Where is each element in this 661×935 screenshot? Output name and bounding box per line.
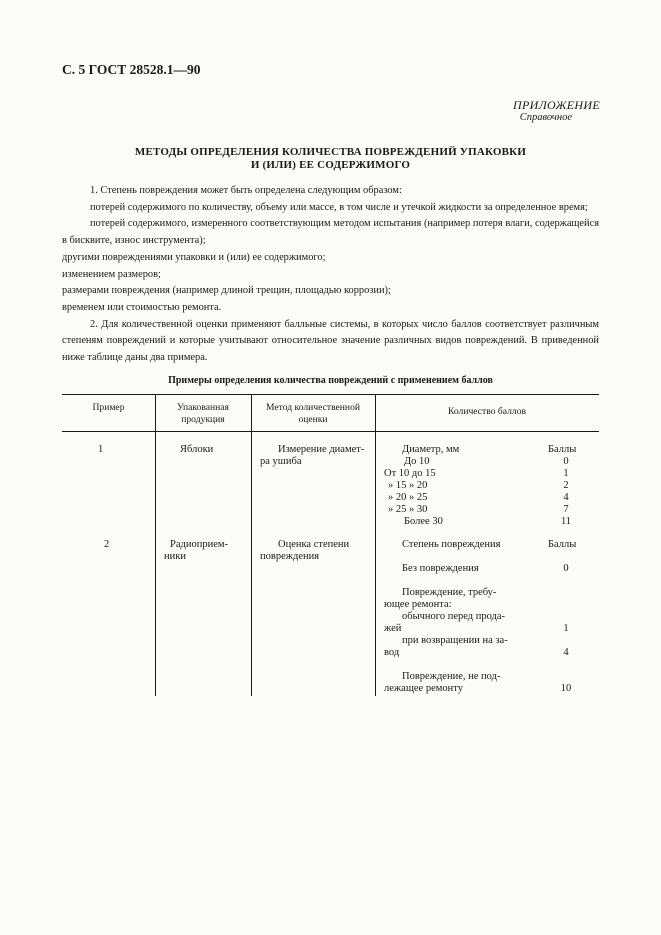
row1-item-label: » 25 » 30 — [388, 504, 428, 515]
list-item: временем или стоимостью ремонта. — [62, 301, 222, 313]
row1-item-score: 1 — [563, 468, 569, 479]
list-item: другими повреждениями упаковки и (или) ее содержимого; — [62, 251, 326, 263]
paragraph-2: 2. Для количественной оценки применяют балльные системы, в которых число баллов соответствует различным степеням повреждений и которые учитывают относительное значение различных видов повреждений. В приведенной ниже таблице даны два примера. — [62, 318, 599, 364]
row2-repair-line-2: ющее ремонта: — [384, 599, 452, 610]
row1-method-line-2: ра ушиба — [260, 456, 302, 467]
row2-product-line-1: Радиоприем- — [170, 539, 229, 550]
row1-number: 1 — [98, 444, 104, 455]
row1-item-score: 7 — [563, 504, 569, 515]
damage-score-table — [62, 394, 599, 696]
list-item: потерей содержимого по количеству, объему или массе, в том числе и утечкой жидкости за определенное время; — [90, 201, 588, 213]
page-header: С. 5 ГОСТ 28528.1—90 — [62, 62, 201, 77]
header-product — [155, 402, 251, 426]
header-product-line-2: продукция — [181, 414, 225, 425]
header-method-line-2: оценки — [298, 414, 328, 425]
row2-before-sale-line-2: жей — [384, 623, 402, 634]
row2-on-return-line-1: при возвращении на за- — [402, 635, 508, 646]
table-caption: Примеры определения количества повреждений с применением баллов — [168, 375, 493, 386]
row2-unrepairable-line-2: лежащее ремонту — [384, 683, 463, 694]
header-product-line-1: Упакованная — [177, 402, 229, 413]
row1-item-score: 4 — [563, 492, 569, 503]
table-header-rule — [62, 431, 599, 432]
row2-method-line-2: повреждения — [260, 551, 320, 562]
row1-item-label: От 10 до 15 — [384, 468, 436, 479]
row1-method-line-1: Измерение диамет- — [278, 444, 365, 455]
row2-on-return-score: 4 — [563, 647, 569, 658]
row2-unrepairable-line-1: Повреждение, не под- — [402, 671, 501, 682]
column-divider — [251, 394, 252, 696]
row2-col-label: Степень повреждения — [402, 539, 501, 550]
appendix-title: ПРИЛОЖЕНИЕ — [513, 98, 600, 112]
table-top-rule — [62, 394, 599, 395]
row2-unrepairable-score: 10 — [560, 683, 572, 694]
row1-item-score: 2 — [563, 480, 569, 491]
column-divider — [375, 394, 376, 696]
row1-item-label: » 20 » 25 — [388, 492, 428, 503]
appendix-subtitle: Справочное — [519, 112, 572, 123]
row2-product-line-2: ники — [164, 551, 186, 562]
row1-product: Яблоки — [180, 444, 214, 455]
row2-no-damage: Без повреждения — [402, 563, 479, 574]
row2-method-line-1: Оценка степени — [278, 539, 350, 550]
row1-item-label: Более 30 — [404, 516, 443, 527]
column-divider — [155, 394, 156, 696]
row2-repair-line-1: Повреждение, требу- — [402, 587, 497, 598]
header-method — [251, 402, 375, 426]
row1-item-score: 0 — [563, 456, 569, 467]
list-item: изменением размеров; — [62, 268, 161, 280]
row1-item-label: » 15 » 20 — [388, 480, 428, 491]
row2-number: 2 — [104, 539, 110, 550]
intro-text — [62, 183, 599, 367]
row2-no-damage-score: 0 — [563, 563, 569, 574]
row1-item-label: До 10 — [404, 456, 430, 467]
list-item: размерами повреждения (например длиной трещин, площадью коррозии); — [62, 285, 391, 297]
header-method-line-1: Метод количественной — [266, 402, 360, 413]
paragraph-1: 1. Степень повреждения может быть определена следующим образом: — [90, 185, 402, 196]
row1-item-score: 11 — [560, 516, 572, 527]
row2-col-score: Баллы — [548, 539, 577, 550]
row2-before-sale-line-1: обычного перед прода- — [402, 611, 506, 622]
list-item: потерей содержимого, измеренного соответствующим методом испытания (например потеря влаги, содержащейся в бисквите, износ инструмента); — [62, 218, 599, 247]
row2-before-sale-score: 1 — [563, 623, 569, 634]
document-title-line-1: МЕТОДЫ ОПРЕДЕЛЕНИЯ КОЛИЧЕСТВА ПОВРЕЖДЕНИЙ УПАКОВКИ — [134, 146, 527, 158]
document-title-line-2: И (ИЛИ) ЕЕ СОДЕРЖИМОГО — [250, 159, 411, 171]
row2-on-return-line-2: вод — [384, 647, 400, 658]
row1-col-label: Диаметр, мм — [402, 444, 460, 455]
header-score: Количество баллов — [447, 406, 527, 417]
header-example: Пример — [92, 402, 125, 413]
row1-col-score: Баллы — [548, 444, 577, 455]
